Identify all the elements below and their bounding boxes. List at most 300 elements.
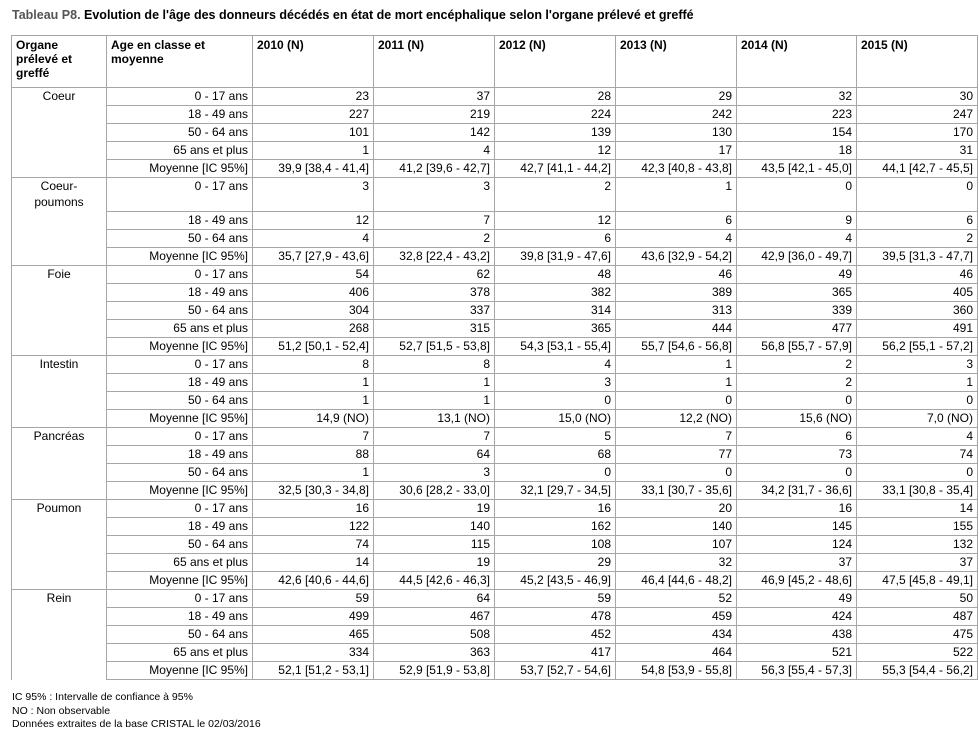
table-row <box>12 302 978 320</box>
organ-cell <box>12 124 107 142</box>
table-row <box>12 662 978 680</box>
organ-cell <box>12 626 107 644</box>
table-row <box>12 230 978 248</box>
value-cell: 405 <box>857 284 978 302</box>
value-cell: 43,5 [42,1 - 45,0] <box>737 160 857 178</box>
age-cell: 50 - 64 ans <box>107 536 253 554</box>
value-cell: 32 <box>737 88 857 106</box>
organ-cell: Foie <box>12 266 107 284</box>
organ-cell <box>12 106 107 124</box>
age-cell: 50 - 64 ans <box>107 302 253 320</box>
value-cell: 0 <box>616 392 737 410</box>
value-cell: 224 <box>495 106 616 124</box>
value-cell: 1 <box>616 356 737 374</box>
value-cell: 4 <box>374 142 495 160</box>
table-row <box>12 482 978 500</box>
age-cell: Moyenne [IC 95%] <box>107 410 253 428</box>
table-row <box>12 284 978 302</box>
table-row <box>12 608 978 626</box>
value-cell: 88 <box>253 446 374 464</box>
value-cell: 77 <box>616 446 737 464</box>
age-cell: 0 - 17 ans <box>107 88 253 106</box>
value-cell: 43,6 [32,9 - 54,2] <box>616 248 737 266</box>
value-cell: 107 <box>616 536 737 554</box>
value-cell: 1 <box>253 374 374 392</box>
value-cell: 46 <box>616 266 737 284</box>
table-row <box>12 536 978 554</box>
organ-cell <box>12 410 107 428</box>
value-cell: 19 <box>374 554 495 572</box>
value-cell: 64 <box>374 446 495 464</box>
value-cell: 378 <box>374 284 495 302</box>
value-cell: 142 <box>374 124 495 142</box>
table-row <box>12 446 978 464</box>
table-row <box>12 142 978 160</box>
value-cell: 475 <box>857 626 978 644</box>
value-cell: 33,1 [30,7 - 35,6] <box>616 482 737 500</box>
value-cell: 64 <box>374 590 495 608</box>
value-cell: 51,2 [50,1 - 52,4] <box>253 338 374 356</box>
age-cell: 65 ans et plus <box>107 320 253 338</box>
value-cell: 73 <box>737 446 857 464</box>
organ-cell <box>12 554 107 572</box>
value-cell: 42,7 [41,1 - 44,2] <box>495 160 616 178</box>
table-row <box>12 464 978 482</box>
value-cell: 140 <box>616 518 737 536</box>
value-cell: 487 <box>857 608 978 626</box>
age-cell: 65 ans et plus <box>107 554 253 572</box>
header-row <box>12 36 978 88</box>
value-cell: 223 <box>737 106 857 124</box>
value-cell: 337 <box>374 302 495 320</box>
table-row <box>12 590 978 608</box>
value-cell: 41,2 [39,6 - 42,7] <box>374 160 495 178</box>
value-cell: 9 <box>737 212 857 230</box>
footnote-source: Données extraites de la base CRISTAL le 02/03/2016 <box>12 718 261 730</box>
value-cell: 59 <box>253 590 374 608</box>
value-cell: 4 <box>616 230 737 248</box>
value-cell: 29 <box>495 554 616 572</box>
column-header: 2015 (N) <box>857 36 978 88</box>
value-cell: 2 <box>495 178 616 212</box>
table-row <box>12 392 978 410</box>
value-cell: 15,0 (NO) <box>495 410 616 428</box>
value-cell: 1 <box>616 178 737 212</box>
value-cell: 155 <box>857 518 978 536</box>
table-row <box>12 124 978 142</box>
value-cell: 56,2 [55,1 - 57,2] <box>857 338 978 356</box>
value-cell: 1 <box>374 374 495 392</box>
table-row <box>12 106 978 124</box>
age-cell: 18 - 49 ans <box>107 608 253 626</box>
value-cell: 46 <box>857 266 978 284</box>
value-cell: 2 <box>857 230 978 248</box>
value-cell: 154 <box>737 124 857 142</box>
value-cell: 139 <box>495 124 616 142</box>
value-cell: 417 <box>495 644 616 662</box>
age-cell: Moyenne [IC 95%] <box>107 482 253 500</box>
value-cell: 3 <box>857 356 978 374</box>
value-cell: 34,2 [31,7 - 36,6] <box>737 482 857 500</box>
value-cell: 44,5 [42,6 - 46,3] <box>374 572 495 590</box>
value-cell: 465 <box>253 626 374 644</box>
value-cell: 365 <box>495 320 616 338</box>
table-row <box>12 554 978 572</box>
value-cell: 0 <box>495 392 616 410</box>
value-cell: 132 <box>857 536 978 554</box>
value-cell: 227 <box>253 106 374 124</box>
column-header: 2013 (N) <box>616 36 737 88</box>
value-cell: 33,1 [30,8 - 35,4] <box>857 482 978 500</box>
value-cell: 1 <box>374 392 495 410</box>
value-cell: 55,7 [54,6 - 56,8] <box>616 338 737 356</box>
value-cell: 5 <box>495 428 616 446</box>
value-cell: 52,7 [51,5 - 53,8] <box>374 338 495 356</box>
value-cell: 242 <box>616 106 737 124</box>
value-cell: 42,6 [40,6 - 44,6] <box>253 572 374 590</box>
value-cell: 54,8 [53,9 - 55,8] <box>616 662 737 680</box>
column-header: 2011 (N) <box>374 36 495 88</box>
value-cell: 14 <box>253 554 374 572</box>
value-cell: 49 <box>737 590 857 608</box>
value-cell: 122 <box>253 518 374 536</box>
value-cell: 48 <box>495 266 616 284</box>
value-cell: 360 <box>857 302 978 320</box>
table-caption: Evolution de l'âge des donneurs décédés en état de mort encéphalique selon l'organe prélevé et greffé <box>80 8 694 22</box>
value-cell: 3 <box>374 464 495 482</box>
value-cell: 52,1 [51,2 - 53,1] <box>253 662 374 680</box>
value-cell: 32,5 [30,3 - 34,8] <box>253 482 374 500</box>
age-cell: 18 - 49 ans <box>107 374 253 392</box>
value-cell: 30 <box>857 88 978 106</box>
value-cell: 124 <box>737 536 857 554</box>
value-cell: 14 <box>857 500 978 518</box>
value-cell: 42,3 [40,8 - 43,8] <box>616 160 737 178</box>
value-cell: 42,9 [36,0 - 49,7] <box>737 248 857 266</box>
age-cell: 18 - 49 ans <box>107 518 253 536</box>
value-cell: 438 <box>737 626 857 644</box>
value-cell: 18 <box>737 142 857 160</box>
organ-cell <box>12 374 107 392</box>
value-cell: 522 <box>857 644 978 662</box>
age-cell: 65 ans et plus <box>107 644 253 662</box>
organ-cell <box>12 320 107 338</box>
value-cell: 31 <box>857 142 978 160</box>
organ-cell: Intestin <box>12 356 107 374</box>
organ-cell <box>12 446 107 464</box>
value-cell: 108 <box>495 536 616 554</box>
age-cell: 18 - 49 ans <box>107 106 253 124</box>
value-cell: 365 <box>737 284 857 302</box>
value-cell: 3 <box>495 374 616 392</box>
value-cell: 101 <box>253 124 374 142</box>
value-cell: 145 <box>737 518 857 536</box>
value-cell: 23 <box>253 88 374 106</box>
organ-cell: Coeur <box>12 88 107 106</box>
value-cell: 1 <box>857 374 978 392</box>
value-cell: 74 <box>253 536 374 554</box>
age-cell: Moyenne [IC 95%] <box>107 160 253 178</box>
age-cell: Moyenne [IC 95%] <box>107 662 253 680</box>
value-cell: 17 <box>616 142 737 160</box>
age-cell: 0 - 17 ans <box>107 356 253 374</box>
value-cell: 19 <box>374 500 495 518</box>
value-cell: 334 <box>253 644 374 662</box>
value-cell: 50 <box>857 590 978 608</box>
value-cell: 0 <box>857 464 978 482</box>
value-cell: 478 <box>495 608 616 626</box>
value-cell: 46,4 [44,6 - 48,2] <box>616 572 737 590</box>
organ-cell <box>12 536 107 554</box>
data-table <box>11 35 978 680</box>
value-cell: 339 <box>737 302 857 320</box>
value-cell: 16 <box>737 500 857 518</box>
value-cell: 115 <box>374 536 495 554</box>
value-cell: 37 <box>374 88 495 106</box>
age-cell: 0 - 17 ans <box>107 266 253 284</box>
value-cell: 39,8 [31,9 - 47,6] <box>495 248 616 266</box>
table-row <box>12 410 978 428</box>
value-cell: 47,5 [45,8 - 49,1] <box>857 572 978 590</box>
age-cell: 0 - 17 ans <box>107 428 253 446</box>
value-cell: 29 <box>616 88 737 106</box>
value-cell: 444 <box>616 320 737 338</box>
table-row <box>12 626 978 644</box>
value-cell: 491 <box>857 320 978 338</box>
age-cell: 18 - 49 ans <box>107 284 253 302</box>
value-cell: 3 <box>374 178 495 212</box>
table-title <box>12 8 694 22</box>
organ-cell <box>12 248 107 266</box>
table-row <box>12 160 978 178</box>
value-cell: 140 <box>374 518 495 536</box>
organ-cell <box>12 160 107 178</box>
table-row <box>12 644 978 662</box>
table-number: Tableau P8. <box>12 8 81 22</box>
age-cell: 18 - 49 ans <box>107 446 253 464</box>
table-row <box>12 428 978 446</box>
value-cell: 12 <box>495 142 616 160</box>
age-cell: 0 - 17 ans <box>107 590 253 608</box>
value-cell: 59 <box>495 590 616 608</box>
organ-cell: Poumon <box>12 500 107 518</box>
value-cell: 4 <box>253 230 374 248</box>
table-row <box>12 248 978 266</box>
organ-cell <box>12 392 107 410</box>
value-cell: 39,9 [38,4 - 41,4] <box>253 160 374 178</box>
value-cell: 13,1 (NO) <box>374 410 495 428</box>
value-cell: 170 <box>857 124 978 142</box>
value-cell: 467 <box>374 608 495 626</box>
value-cell: 35,7 [27,9 - 43,6] <box>253 248 374 266</box>
column-header: 2014 (N) <box>737 36 857 88</box>
table-row <box>12 356 978 374</box>
value-cell: 55,3 [54,4 - 56,2] <box>857 662 978 680</box>
value-cell: 130 <box>616 124 737 142</box>
organ-cell <box>12 572 107 590</box>
value-cell: 0 <box>737 178 857 212</box>
value-cell: 382 <box>495 284 616 302</box>
value-cell: 8 <box>253 356 374 374</box>
age-cell: Moyenne [IC 95%] <box>107 572 253 590</box>
value-cell: 39,5 [31,3 - 47,7] <box>857 248 978 266</box>
value-cell: 15,6 (NO) <box>737 410 857 428</box>
value-cell: 74 <box>857 446 978 464</box>
value-cell: 28 <box>495 88 616 106</box>
organ-cell <box>12 608 107 626</box>
value-cell: 8 <box>374 356 495 374</box>
table-row <box>12 572 978 590</box>
organ-cell <box>12 142 107 160</box>
value-cell: 49 <box>737 266 857 284</box>
value-cell: 20 <box>616 500 737 518</box>
value-cell: 32 <box>616 554 737 572</box>
value-cell: 1 <box>253 142 374 160</box>
value-cell: 53,7 [52,7 - 54,6] <box>495 662 616 680</box>
value-cell: 45,2 [43,5 - 46,9] <box>495 572 616 590</box>
value-cell: 7 <box>253 428 374 446</box>
value-cell: 0 <box>857 178 978 212</box>
value-cell: 521 <box>737 644 857 662</box>
organ-cell <box>12 464 107 482</box>
value-cell: 313 <box>616 302 737 320</box>
value-cell: 7 <box>374 212 495 230</box>
value-cell: 16 <box>253 500 374 518</box>
value-cell: 2 <box>374 230 495 248</box>
value-cell: 37 <box>737 554 857 572</box>
value-cell: 16 <box>495 500 616 518</box>
footnote-ic95: IC 95% : Intervalle de confiance à 95% <box>12 691 193 703</box>
value-cell: 68 <box>495 446 616 464</box>
age-cell: 50 - 64 ans <box>107 230 253 248</box>
table-row <box>12 500 978 518</box>
age-cell: 50 - 64 ans <box>107 392 253 410</box>
value-cell: 2 <box>737 356 857 374</box>
column-header: Age en classe et moyenne <box>107 36 253 88</box>
value-cell: 459 <box>616 608 737 626</box>
organ-cell <box>12 230 107 248</box>
age-cell: 0 - 17 ans <box>107 178 253 212</box>
value-cell: 12,2 (NO) <box>616 410 737 428</box>
value-cell: 162 <box>495 518 616 536</box>
organ-cell: Pancréas <box>12 428 107 446</box>
value-cell: 37 <box>857 554 978 572</box>
footnotes <box>12 691 261 732</box>
value-cell: 54,3 [53,1 - 55,4] <box>495 338 616 356</box>
age-cell: Moyenne [IC 95%] <box>107 248 253 266</box>
organ-cell: Coeur- poumons <box>12 178 107 212</box>
value-cell: 219 <box>374 106 495 124</box>
value-cell: 1 <box>253 392 374 410</box>
organ-cell <box>12 482 107 500</box>
value-cell: 54 <box>253 266 374 284</box>
value-cell: 56,3 [55,4 - 57,3] <box>737 662 857 680</box>
value-cell: 1 <box>616 374 737 392</box>
table-row <box>12 88 978 106</box>
value-cell: 0 <box>737 464 857 482</box>
organ-cell <box>12 644 107 662</box>
value-cell: 46,9 [45,2 - 48,6] <box>737 572 857 590</box>
value-cell: 477 <box>737 320 857 338</box>
value-cell: 508 <box>374 626 495 644</box>
value-cell: 247 <box>857 106 978 124</box>
value-cell: 52,9 [51,9 - 53,8] <box>374 662 495 680</box>
age-cell: 18 - 49 ans <box>107 212 253 230</box>
value-cell: 14,9 (NO) <box>253 410 374 428</box>
table-row <box>12 266 978 284</box>
value-cell: 44,1 [42,7 - 45,5] <box>857 160 978 178</box>
value-cell: 1 <box>253 464 374 482</box>
value-cell: 452 <box>495 626 616 644</box>
value-cell: 4 <box>857 428 978 446</box>
value-cell: 32,8 [22,4 - 43,2] <box>374 248 495 266</box>
age-cell: 65 ans et plus <box>107 142 253 160</box>
value-cell: 4 <box>495 356 616 374</box>
column-header: 2012 (N) <box>495 36 616 88</box>
value-cell: 12 <box>253 212 374 230</box>
organ-cell <box>12 284 107 302</box>
table-row <box>12 338 978 356</box>
age-cell: 50 - 64 ans <box>107 124 253 142</box>
footnote-no: NO : Non observable <box>12 704 111 717</box>
organ-cell <box>12 662 107 680</box>
table-row <box>12 212 978 230</box>
value-cell: 0 <box>616 464 737 482</box>
value-cell: 315 <box>374 320 495 338</box>
organ-cell <box>12 518 107 536</box>
table-row <box>12 518 978 536</box>
value-cell: 0 <box>737 392 857 410</box>
value-cell: 56,8 [55,7 - 57,9] <box>737 338 857 356</box>
value-cell: 6 <box>616 212 737 230</box>
value-cell: 4 <box>737 230 857 248</box>
value-cell: 314 <box>495 302 616 320</box>
value-cell: 7 <box>374 428 495 446</box>
age-cell: 50 - 64 ans <box>107 464 253 482</box>
organ-cell: Rein <box>12 590 107 608</box>
value-cell: 6 <box>737 428 857 446</box>
value-cell: 0 <box>495 464 616 482</box>
value-cell: 6 <box>857 212 978 230</box>
organ-cell <box>12 212 107 230</box>
value-cell: 52 <box>616 590 737 608</box>
value-cell: 406 <box>253 284 374 302</box>
value-cell: 3 <box>253 178 374 212</box>
age-cell: Moyenne [IC 95%] <box>107 338 253 356</box>
value-cell: 434 <box>616 626 737 644</box>
value-cell: 12 <box>495 212 616 230</box>
organ-cell <box>12 302 107 320</box>
value-cell: 7,0 (NO) <box>857 410 978 428</box>
age-cell: 0 - 17 ans <box>107 500 253 518</box>
value-cell: 7 <box>616 428 737 446</box>
value-cell: 268 <box>253 320 374 338</box>
organ-cell <box>12 338 107 356</box>
value-cell: 363 <box>374 644 495 662</box>
column-header: Organe prélevé et greffé <box>12 36 107 88</box>
table-row <box>12 320 978 338</box>
value-cell: 464 <box>616 644 737 662</box>
value-cell: 304 <box>253 302 374 320</box>
value-cell: 499 <box>253 608 374 626</box>
value-cell: 424 <box>737 608 857 626</box>
age-cell: 50 - 64 ans <box>107 626 253 644</box>
value-cell: 0 <box>857 392 978 410</box>
table-row <box>12 374 978 392</box>
table-row <box>12 178 978 212</box>
value-cell: 32,1 [29,7 - 34,5] <box>495 482 616 500</box>
column-header: 2010 (N) <box>253 36 374 88</box>
